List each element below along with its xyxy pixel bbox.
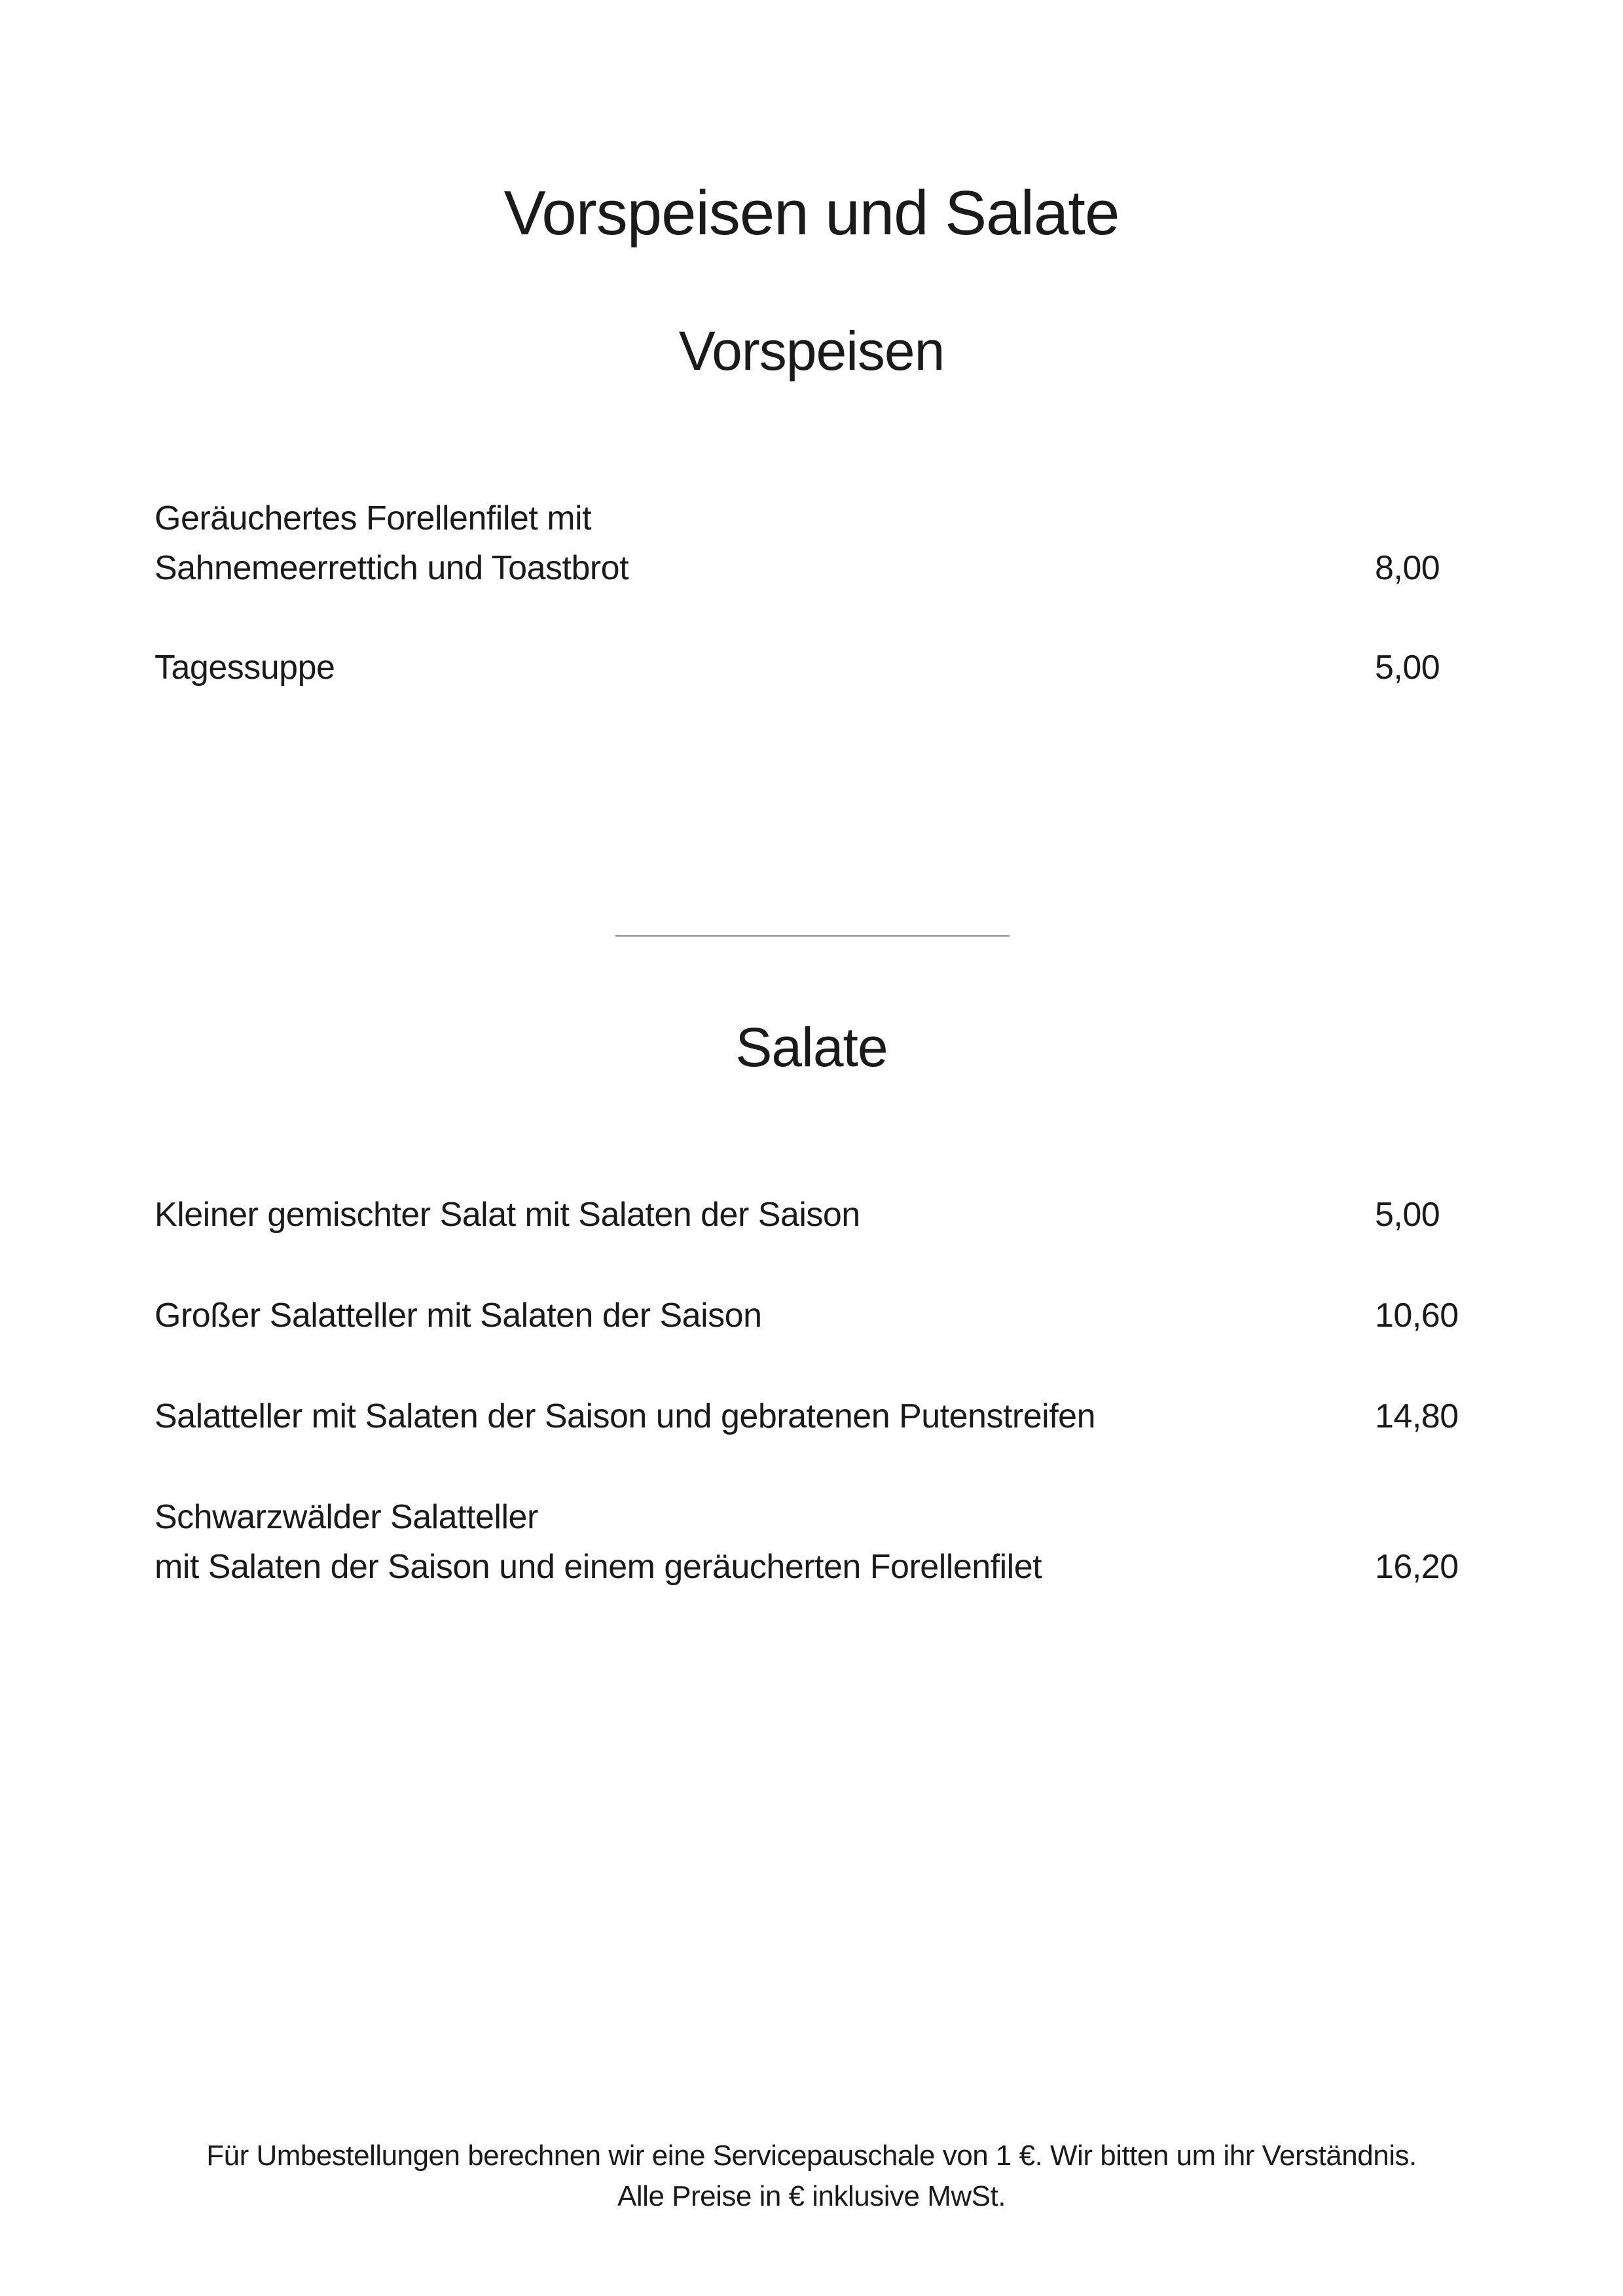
menu-item-price: 8,00 [1375, 549, 1440, 587]
section-title-salate: Salate [735, 1016, 888, 1078]
section-divider [615, 935, 1010, 937]
menu-item-name: Geräuchertes Forellenfilet mit Sahnemeerrettich und Toastbrot [155, 499, 629, 587]
menu-item-name: Tagessuppe [155, 649, 335, 687]
menu-item-salatteller-putenstreifen [155, 1391, 1490, 1441]
menu-item-price: 14,80 [1375, 1397, 1459, 1435]
menu-item-name: Salatteller mit Salaten der Saison und gebratenen Putenstreifen [155, 1397, 1095, 1435]
footer-price-note: Alle Preise in € inklusive MwSt. [617, 2180, 1006, 2212]
menu-item-name: Kleiner gemischter Salat mit Salaten der Saison [155, 1196, 860, 1234]
menu-item-price: 10,60 [1375, 1297, 1459, 1335]
menu-item-schwarzwaelder-salatteller [155, 1492, 1490, 1592]
menu-item-kleiner-salat [155, 1190, 1490, 1240]
menu-item-price: 5,00 [1375, 1196, 1440, 1234]
menu-item-name: Großer Salatteller mit Salaten der Saison [155, 1297, 762, 1335]
menu-item-grosser-salatteller [155, 1291, 1490, 1340]
menu-item-price: 16,20 [1375, 1548, 1459, 1586]
footer-service-note: Für Umbestellungen berechnen wir eine Servicepauschale von 1 €. Wir bitten um ihr Verständnis. [206, 2140, 1417, 2172]
section-title-vorspeisen: Vorspeisen [678, 320, 945, 382]
page-title: Vorspeisen und Salate [503, 178, 1120, 248]
footer-note [0, 2136, 1623, 2217]
menu-item-name: Schwarzwälder Salatteller mit Salaten der Saison und einem geräucherten Forellenfilet [155, 1498, 1042, 1586]
menu-item-tagessuppe [155, 643, 1490, 692]
menu-item-price: 5,00 [1375, 649, 1440, 687]
menu-item-forellenfilet [155, 493, 1490, 593]
